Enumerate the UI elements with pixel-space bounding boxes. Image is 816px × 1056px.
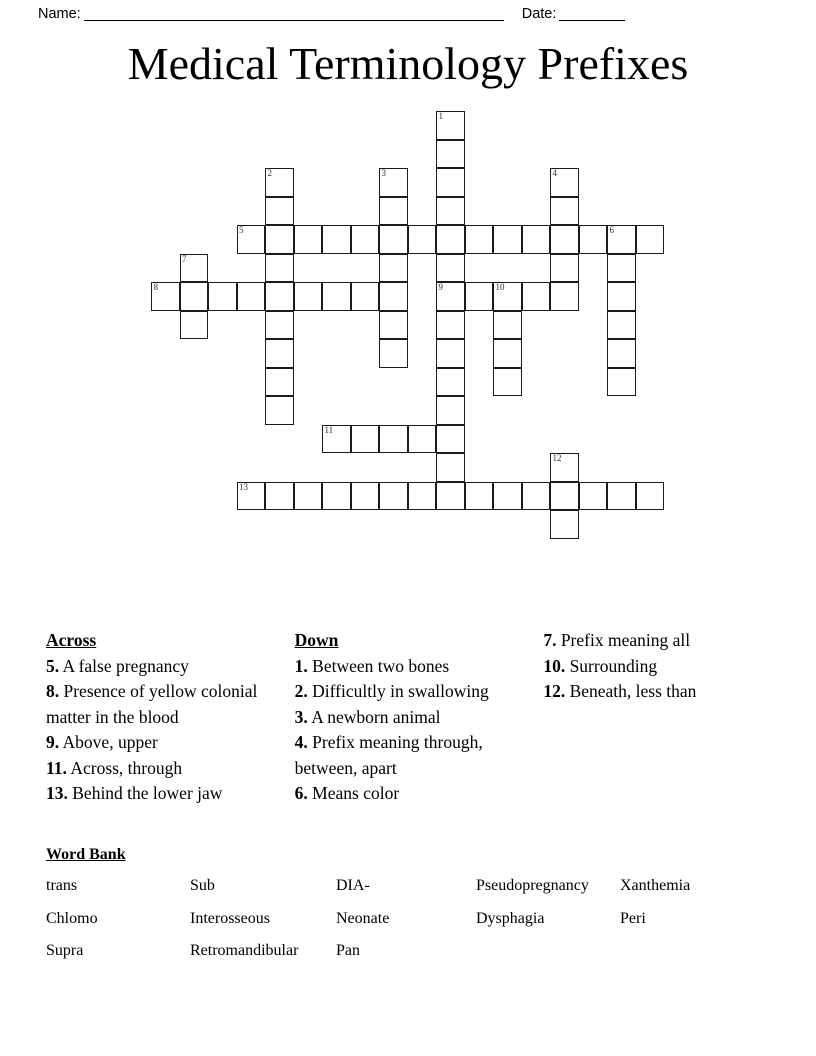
clues-across-heading: Across xyxy=(46,630,97,650)
word-bank-item: Pseudopregnancy xyxy=(476,877,589,894)
clue-number: 7. xyxy=(543,630,557,650)
cell-number: 2 xyxy=(267,168,272,178)
grid-cell[interactable] xyxy=(265,368,294,397)
grid-cell[interactable] xyxy=(265,197,294,226)
cell-number: 11 xyxy=(324,424,334,435)
grid-cell[interactable] xyxy=(607,482,636,511)
clue-number: 1. xyxy=(294,655,308,676)
clue-number: 4. xyxy=(294,732,308,752)
grid-cell[interactable] xyxy=(379,225,408,254)
word-bank-item: DIA- xyxy=(336,877,370,894)
grid-cell[interactable] xyxy=(237,482,266,511)
grid-cell[interactable] xyxy=(636,225,665,254)
grid-cell[interactable] xyxy=(436,254,465,283)
clue-number: 9. xyxy=(46,732,60,752)
cell-number: 1 xyxy=(438,111,443,121)
grid-cell[interactable] xyxy=(379,197,408,226)
word-bank-item: Neonate xyxy=(336,909,390,927)
grid-cell[interactable] xyxy=(636,482,665,511)
cell-number: 10 xyxy=(495,282,505,292)
word-bank-item: Retromandibular xyxy=(190,942,299,959)
cell-number: 5 xyxy=(239,225,244,235)
grid-cell[interactable] xyxy=(493,482,522,511)
grid-cell[interactable] xyxy=(607,254,636,283)
clue-number: 13. xyxy=(46,783,68,803)
grid-cell[interactable] xyxy=(208,282,237,311)
grid-cell[interactable] xyxy=(493,368,522,397)
grid-cell[interactable] xyxy=(436,140,465,169)
word-bank-item: Dysphagia xyxy=(476,909,545,927)
grid-cell[interactable] xyxy=(607,311,636,340)
cell-number: 7 xyxy=(182,253,187,264)
word-bank-item: Chlomo xyxy=(46,909,98,927)
grid-cell[interactable] xyxy=(550,254,579,283)
clue-number: 11. xyxy=(46,757,67,778)
grid-cell[interactable] xyxy=(265,482,294,511)
clue-down-1: 1. Between two bones xyxy=(294,655,450,676)
clue-number: 3. xyxy=(294,706,308,727)
grid-cell[interactable] xyxy=(408,425,437,454)
grid-cell[interactable] xyxy=(550,197,579,226)
grid-cell[interactable] xyxy=(436,311,465,340)
clue-down-10: 10. Surrounding xyxy=(543,655,658,676)
grid-cell[interactable] xyxy=(379,311,408,340)
grid-cell[interactable] xyxy=(237,225,266,254)
word-bank-item: Pan xyxy=(336,942,360,959)
grid-cell[interactable] xyxy=(550,168,579,197)
grid-cell[interactable] xyxy=(607,339,636,368)
clue-down-4: 4. Prefix meaning through, between, apart xyxy=(294,732,483,778)
grid-cell[interactable] xyxy=(322,282,351,311)
grid-cell[interactable] xyxy=(436,482,465,511)
grid-cell[interactable] xyxy=(351,482,380,511)
grid-cell[interactable] xyxy=(265,282,294,311)
grid-cell[interactable] xyxy=(493,282,522,311)
name-label: Name: xyxy=(38,6,81,22)
grid-cell[interactable] xyxy=(436,339,465,368)
grid-cell[interactable] xyxy=(351,425,380,454)
clue-number: 6. xyxy=(294,783,308,803)
grid-cell[interactable] xyxy=(265,396,294,425)
grid-cell[interactable] xyxy=(493,311,522,340)
grid-cell[interactable] xyxy=(550,510,579,539)
grid-cell[interactable] xyxy=(294,225,323,254)
grid-cell[interactable] xyxy=(408,225,437,254)
word-bank-item: Interosseous xyxy=(190,909,270,927)
grid-cell[interactable] xyxy=(265,168,294,197)
grid-cell[interactable] xyxy=(607,368,636,397)
grid-cell[interactable] xyxy=(294,482,323,511)
grid-cell[interactable] xyxy=(436,111,465,140)
clue-across-5: 5. A false pregnancy xyxy=(46,655,189,676)
grid-cell[interactable] xyxy=(351,282,380,311)
grid-cell[interactable] xyxy=(436,368,465,397)
grid-cell[interactable] xyxy=(379,425,408,454)
grid-cell[interactable] xyxy=(379,482,408,511)
grid-cell[interactable] xyxy=(493,225,522,254)
grid-cell[interactable] xyxy=(550,453,579,482)
grid-cell[interactable] xyxy=(151,282,180,311)
grid-cell[interactable] xyxy=(465,282,494,311)
clue-across-13: 13. Behind the lower jaw xyxy=(46,783,223,803)
grid-cell[interactable] xyxy=(550,225,579,254)
clue-number: 2. xyxy=(294,681,308,701)
grid-cell[interactable] xyxy=(579,482,608,511)
clue-across-8: 8. Presence of yellow colonial matter in the blood xyxy=(46,681,258,727)
clue-down-6: 6. Means color xyxy=(294,783,400,803)
grid-cell[interactable] xyxy=(265,225,294,254)
word-bank-item: Xanthemia xyxy=(620,877,691,894)
grid-cell[interactable] xyxy=(237,282,266,311)
clue-across-11: 11. Across, through xyxy=(46,757,183,778)
date-label: Date: xyxy=(521,6,557,22)
page-title: Medical Terminology Prefixes xyxy=(127,38,689,89)
cell-number: 12 xyxy=(552,453,562,463)
grid-cell[interactable] xyxy=(265,254,294,283)
grid-cell[interactable] xyxy=(379,339,408,368)
grid-cell[interactable] xyxy=(180,282,209,311)
grid-cell[interactable] xyxy=(465,482,494,511)
grid-cell[interactable] xyxy=(294,282,323,311)
word-bank-title: Word Bank xyxy=(46,846,126,863)
grid-cell[interactable] xyxy=(465,225,494,254)
clues-down-heading: Down xyxy=(294,630,339,650)
grid-cell[interactable] xyxy=(322,225,351,254)
grid-cell[interactable] xyxy=(351,225,380,254)
grid-cell[interactable] xyxy=(180,311,209,340)
clue-number: 10. xyxy=(543,655,566,676)
grid-cell[interactable] xyxy=(522,482,551,511)
grid-cell[interactable] xyxy=(379,168,408,197)
grid-cell[interactable] xyxy=(522,282,551,311)
grid-cell[interactable] xyxy=(607,225,636,254)
clue-down-3: 3. A newborn animal xyxy=(294,706,441,727)
word-bank-item: Supra xyxy=(46,942,84,959)
grid-cell[interactable] xyxy=(379,282,408,311)
word-bank-empty xyxy=(620,937,760,966)
cell-number: 6 xyxy=(609,225,614,235)
grid-cell[interactable] xyxy=(322,425,351,454)
grid-cell[interactable] xyxy=(436,396,465,425)
grid-cell[interactable] xyxy=(379,254,408,283)
grid-cell[interactable] xyxy=(265,311,294,340)
clue-across-9: 9. Above, upper xyxy=(46,732,158,752)
clue-number: 8. xyxy=(46,681,60,701)
clue-number: 5. xyxy=(46,655,60,676)
grid-cell[interactable] xyxy=(436,453,465,482)
cell-number: 3 xyxy=(381,168,386,178)
word-bank-list xyxy=(46,872,776,966)
word-bank-item: trans xyxy=(46,877,78,894)
grid-cell[interactable] xyxy=(522,225,551,254)
grid-cell[interactable] xyxy=(436,425,465,454)
clue-down-7: 7. Prefix meaning all xyxy=(543,630,691,650)
grid-cell[interactable] xyxy=(408,482,437,511)
word-bank-item: Sub xyxy=(190,877,215,894)
grid-cell[interactable] xyxy=(180,254,209,283)
clue-down-12: 12. Beneath, less than xyxy=(543,681,697,701)
cell-number: 13 xyxy=(239,481,248,492)
grid-cell[interactable] xyxy=(550,282,579,311)
cell-number: 9 xyxy=(438,282,443,292)
grid-cell[interactable] xyxy=(607,282,636,311)
grid-cell[interactable] xyxy=(579,225,608,254)
grid-cell[interactable] xyxy=(322,482,351,511)
grid-cell[interactable] xyxy=(436,282,465,311)
cell-number: 4 xyxy=(552,168,557,178)
grid-cell[interactable] xyxy=(493,339,522,368)
clues-section xyxy=(46,628,770,824)
cell-number: 8 xyxy=(153,282,158,292)
clue-number: 12. xyxy=(543,681,566,701)
clue-down-2: 2. Difficultly in swallowing xyxy=(294,681,489,701)
grid-cell[interactable] xyxy=(436,168,465,197)
word-bank-item: Peri xyxy=(620,909,646,927)
word-bank-empty xyxy=(476,937,620,966)
grid-cell[interactable] xyxy=(436,225,465,254)
grid-cell[interactable] xyxy=(436,197,465,226)
grid-cell[interactable] xyxy=(550,482,579,511)
grid-cell[interactable] xyxy=(265,339,294,368)
